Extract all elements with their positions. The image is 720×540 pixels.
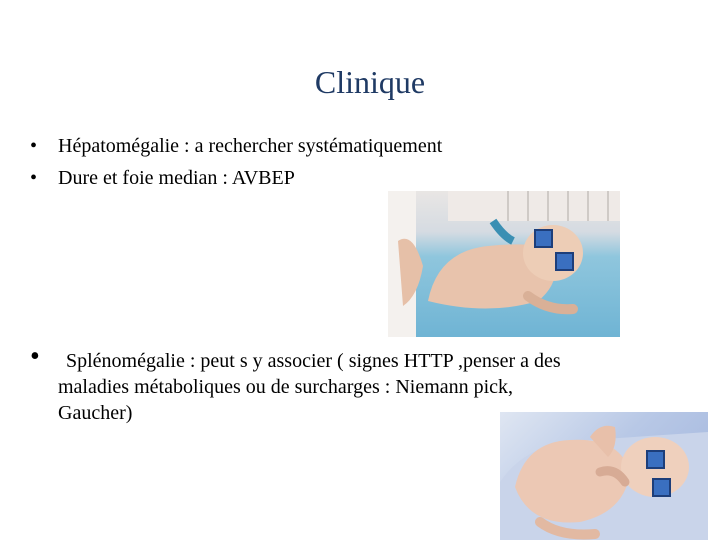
bullet-marker: • <box>30 167 38 189</box>
bullet-text-line: Gaucher) <box>58 402 133 424</box>
infant-photo-top-drawing <box>388 191 620 337</box>
bullet-marker: • <box>30 341 40 372</box>
slide-title: Clinique <box>314 64 426 100</box>
bullet-text: Dure et foie median : AVBEP <box>58 167 295 189</box>
face-mask-square <box>534 229 553 248</box>
infant-photo-bottom-drawing <box>500 412 708 540</box>
infant-photo-top <box>388 191 620 337</box>
infant-photo-bottom <box>500 412 708 540</box>
bullet-foie <box>30 165 590 191</box>
bullet-hepatomegalie <box>30 133 590 159</box>
face-mask-square <box>652 478 671 497</box>
face-mask-square <box>555 252 574 271</box>
bullet-text-line: maladies métaboliques ou de surcharges : Niemann pick, <box>58 376 514 398</box>
bullet-text-line: Splénomégalie : peut s y associer ( signes HTTP ,penser a des <box>66 350 561 372</box>
bullet-text: Hépatomégalie : a rechercher systématiquement <box>58 135 443 157</box>
face-mask-square <box>646 450 665 469</box>
bullet-marker: • <box>30 135 38 157</box>
